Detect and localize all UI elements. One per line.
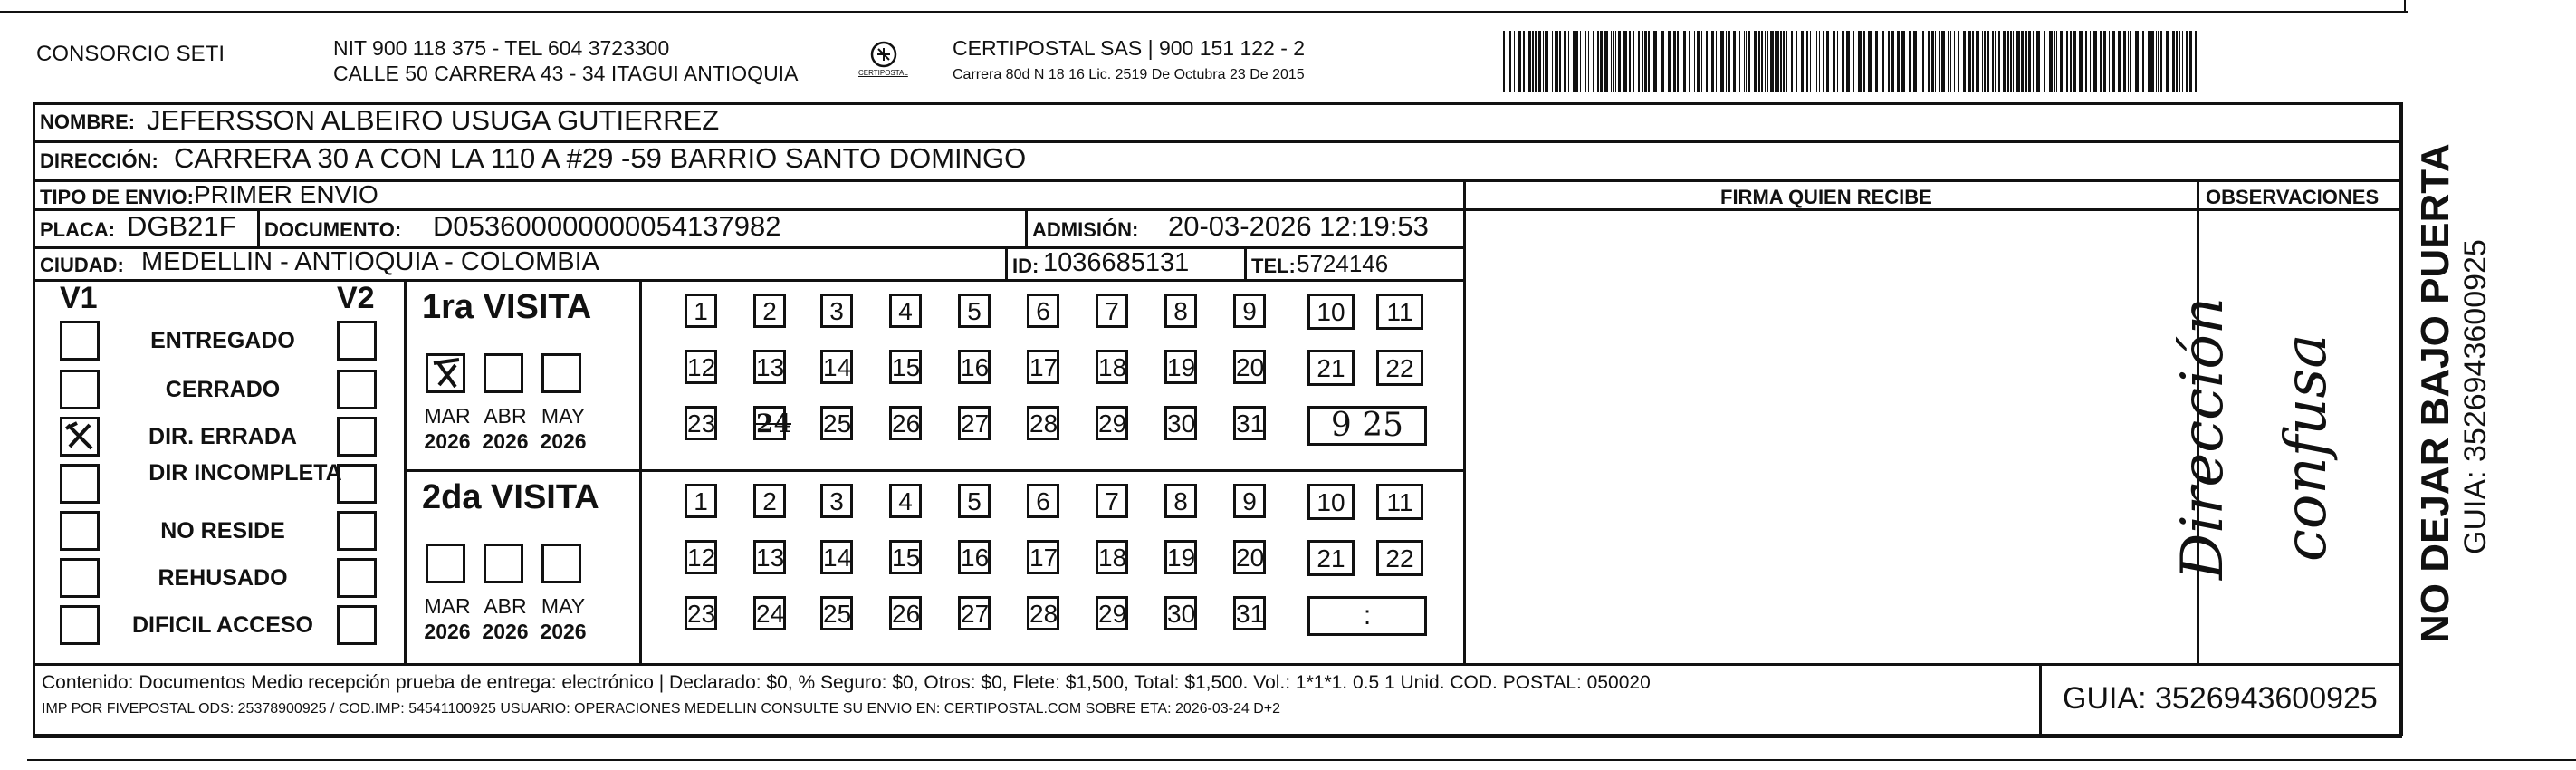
logo-caption: CERTIPOSTAL (858, 69, 908, 77)
second-visit-day-29[interactable]: 29 (1096, 596, 1128, 630)
first-visit-day-17[interactable]: 17 (1027, 350, 1059, 384)
v2-checkbox-6[interactable] (337, 605, 377, 645)
footer-imp: IMP POR FIVEPOSTAL ODS: 25378900925 / COD.IMP: 54541100925 USUARIO: OPERACIONES MEDELLIN CONSULTE SU ENVIO EN: CERTIPOSTAL.COM SOBRE ETA: 2026-03-24 D+2 (42, 701, 1281, 717)
second-visit-day-16[interactable]: 16 (958, 540, 991, 574)
v1-checkbox-2[interactable] (60, 417, 100, 457)
first-visit-day-28[interactable]: 28 (1027, 406, 1059, 440)
status-label-6: DIFICIL ACCESO (131, 612, 313, 638)
v1-checkbox-3[interactable] (60, 464, 100, 504)
status-label-1: CERRADO (165, 377, 281, 402)
first-visit-day-26[interactable]: 26 (889, 406, 922, 440)
second-visit-time-field[interactable]: : (1307, 596, 1427, 636)
second-visit-day-25[interactable]: 25 (820, 596, 853, 630)
v1-checkbox-4[interactable] (60, 511, 100, 551)
admision-value: 20-03-2026 12:19:53 (1168, 210, 1429, 242)
tipo-label: TIPO DE ENVIO: (40, 186, 194, 208)
status-label-0: ENTREGADO (150, 328, 295, 353)
second-visit-day-4[interactable]: 4 (889, 484, 922, 518)
tipo-value: PRIMER ENVIO (194, 180, 378, 208)
v1-checkbox-1[interactable] (60, 370, 100, 409)
id-value: 1036685131 (1043, 248, 1190, 277)
first-visit-day-7[interactable]: 7 (1096, 294, 1128, 328)
first-visit-month-2-checkbox[interactable] (541, 353, 581, 393)
v2-checkbox-3[interactable] (337, 464, 377, 504)
second-visit-day-2[interactable]: 2 (753, 484, 786, 518)
second-visit-day-21[interactable]: 21 (1307, 540, 1355, 576)
carrier-line: CERTIPOSTAL SAS | 900 151 122 - 2 (953, 36, 1306, 60)
footer-guia: GUIA: 3526943600925 (2063, 681, 2378, 716)
status-label-3: DIR INCOMPLETA (148, 460, 342, 486)
nit-line: NIT 900 118 375 - TEL 604 3723300 (333, 36, 670, 60)
second-visit-day-13[interactable]: 13 (753, 540, 786, 574)
v2-checkbox-2[interactable] (337, 417, 377, 457)
second-visit-day-17[interactable]: 17 (1027, 540, 1059, 574)
first-visit-month-label-1: ABR (484, 404, 527, 428)
second-visit-day-6[interactable]: 6 (1027, 484, 1059, 518)
v2-checkbox-1[interactable] (337, 370, 377, 409)
second-visit-day-8[interactable]: 8 (1164, 484, 1197, 518)
second-visit-day-7[interactable]: 7 (1096, 484, 1128, 518)
first-visit-day-9[interactable]: 9 (1233, 294, 1266, 328)
status-label-4: NO RESIDE (160, 518, 285, 544)
documento-label: DOCUMENTO: (264, 218, 402, 241)
direccion-label: DIRECCIÓN: (40, 149, 158, 172)
second-visit-day-27[interactable]: 27 (958, 596, 991, 630)
second-visit-day-10[interactable]: 10 (1307, 484, 1355, 520)
first-visit-day-18[interactable]: 18 (1096, 350, 1128, 384)
v2-checkbox-4[interactable] (337, 511, 377, 551)
second-visit-day-20[interactable]: 20 (1233, 540, 1266, 574)
first-visit-day-24[interactable]: 24 (753, 406, 786, 440)
form-frame (33, 102, 2403, 736)
second-visit-day-5[interactable]: 5 (958, 484, 991, 518)
certipostal-logo (857, 36, 911, 82)
second-visit-day-15[interactable]: 15 (889, 540, 922, 574)
status-label-5: REHUSADO (158, 565, 288, 591)
second-visit-day-3[interactable]: 3 (820, 484, 853, 518)
no-dejar-warning: NO DEJAR BAJO PUERTA (2413, 143, 2457, 643)
second-visit-month-1-checkbox[interactable] (484, 544, 523, 583)
second-visit-day-28[interactable]: 28 (1027, 596, 1059, 630)
v1-checkbox-6[interactable] (60, 605, 100, 645)
ciudad-value: MEDELLIN - ANTIOQUIA - COLOMBIA (141, 247, 599, 276)
footer-contenido: Contenido: Documentos Medio recepción prueba de entrega: electrónico | Declarado: $0, % Seguro: $0, Otros: $0, Flete: $1,500, Total: $1,500. Vol.: 1*1*1. 0.5 1 Unid. COD. POSTAL: 050020 (42, 672, 1651, 693)
documento-value: D053600000000054137982 (433, 210, 781, 242)
first-visit-day-31[interactable]: 31 (1233, 406, 1266, 440)
observation-handwriting-2: confusa (2273, 333, 2340, 562)
second-visit-month-label-0: MAR (424, 594, 471, 618)
first-visit-month-label-0: MAR (424, 404, 471, 428)
firma-header: FIRMA QUIEN RECIBE (1720, 186, 1932, 208)
first-visit-day-3[interactable]: 3 (820, 294, 853, 328)
license-line: Carrera 80d N 18 16 Lic. 2519 De Octubra 23 De 2015 (953, 67, 1305, 82)
tel-value: 5724146 (1297, 250, 1389, 277)
v1-label: V1 (60, 281, 98, 315)
first-visit-year-label-2: 2026 (540, 429, 587, 453)
first-visit-month-1-checkbox[interactable] (484, 353, 523, 393)
first-visit-day-19[interactable]: 19 (1164, 350, 1197, 384)
first-visit-day-27[interactable]: 27 (958, 406, 991, 440)
observation-handwriting-1: Dirección (2169, 296, 2236, 580)
first-visit-day-13[interactable]: 13 (753, 350, 786, 384)
observaciones-header: OBSERVACIONES (2206, 186, 2380, 208)
company-name: CONSORCIO SETI (36, 42, 225, 66)
status-label-2: DIR. ERRADA (148, 424, 297, 449)
second-visit-day-24[interactable]: 24 (753, 596, 786, 630)
second-visit-day-31[interactable]: 31 (1233, 596, 1266, 630)
nombre-value: JEFERSSON ALBEIRO USUGA GUTIERREZ (147, 104, 720, 136)
first-visit-year-label-1: 2026 (482, 429, 529, 453)
second-visit-year-label-0: 2026 (424, 620, 471, 643)
second-visit-day-30[interactable]: 30 (1164, 596, 1197, 630)
second-visit-day-23[interactable]: 23 (685, 596, 717, 630)
first-visit-day-25[interactable]: 25 (820, 406, 853, 440)
ciudad-label: CIUDAD: (40, 254, 124, 276)
second-visit-day-18[interactable]: 18 (1096, 540, 1128, 574)
first-visit-day-16[interactable]: 16 (958, 350, 991, 384)
first-visit-title: 1ra VISITA (422, 288, 592, 326)
barcode (1503, 31, 2200, 92)
first-visit-day-22[interactable]: 22 (1376, 350, 1423, 386)
v2-checkbox-5[interactable] (337, 558, 377, 598)
second-visit-day-19[interactable]: 19 (1164, 540, 1197, 574)
id-label: ID: (1012, 255, 1039, 277)
first-visit-day-2[interactable]: 2 (753, 294, 786, 328)
first-visit-day-10[interactable]: 10 (1307, 294, 1355, 330)
second-visit-month-label-2: MAY (541, 594, 586, 618)
second-visit-day-22[interactable]: 22 (1376, 540, 1423, 576)
second-visit-day-11[interactable]: 11 (1376, 484, 1423, 520)
side-guia: GUIA: 3526943600925 (2458, 239, 2493, 554)
first-visit-time-field[interactable]: 9 25 (1307, 406, 1427, 446)
first-visit-day-8[interactable]: 8 (1164, 294, 1197, 328)
first-visit-day-4[interactable]: 4 (889, 294, 922, 328)
second-visit-day-26[interactable]: 26 (889, 596, 922, 630)
address-line: CALLE 50 CARRERA 43 - 34 ITAGUI ANTIOQUIA (333, 62, 799, 85)
first-visit-day-5[interactable]: 5 (958, 294, 991, 328)
first-visit-day-12[interactable]: 12 (685, 350, 717, 384)
second-visit-day-1[interactable]: 1 (685, 484, 717, 518)
second-visit-day-12[interactable]: 12 (685, 540, 717, 574)
first-visit-month-label-2: MAY (541, 404, 586, 428)
second-visit-month-0-checkbox[interactable] (426, 544, 465, 583)
nombre-label: NOMBRE: (40, 111, 136, 133)
admision-label: ADMISIÓN: (1032, 218, 1139, 241)
tel-label: TEL: (1251, 255, 1296, 277)
v1-checkbox-0[interactable] (60, 321, 100, 361)
first-visit-month-0-checkbox[interactable] (426, 353, 465, 393)
second-visit-day-9[interactable]: 9 (1233, 484, 1266, 518)
first-visit-day-14[interactable]: 14 (820, 350, 853, 384)
first-visit-year-label-0: 2026 (424, 429, 471, 453)
v1-checkbox-5[interactable] (60, 558, 100, 598)
second-visit-title: 2da VISITA (422, 478, 599, 516)
first-visit-day-15[interactable]: 15 (889, 350, 922, 384)
first-visit-day-23[interactable]: 23 (685, 406, 717, 440)
second-visit-day-14[interactable]: 14 (820, 540, 853, 574)
first-visit-day-11[interactable]: 11 (1376, 294, 1423, 330)
first-visit-day-6[interactable]: 6 (1027, 294, 1059, 328)
first-visit-day-30[interactable]: 30 (1164, 406, 1197, 440)
second-visit-year-label-1: 2026 (482, 620, 529, 643)
placa-value: DGB21F (127, 210, 236, 242)
second-visit-month-label-1: ABR (484, 594, 527, 618)
direccion-value: CARRERA 30 A CON LA 110 A #29 -59 BARRIO SANTO DOMINGO (174, 142, 1027, 174)
v2-checkbox-0[interactable] (337, 321, 377, 361)
first-visit-day-1[interactable]: 1 (685, 294, 717, 328)
v2-label: V2 (337, 281, 375, 315)
first-visit-day-20[interactable]: 20 (1233, 350, 1266, 384)
first-visit-day-29[interactable]: 29 (1096, 406, 1128, 440)
second-visit-year-label-2: 2026 (540, 620, 587, 643)
placa-label: PLACA: (40, 218, 116, 241)
first-visit-day-21[interactable]: 21 (1307, 350, 1355, 386)
second-visit-month-2-checkbox[interactable] (541, 544, 581, 583)
